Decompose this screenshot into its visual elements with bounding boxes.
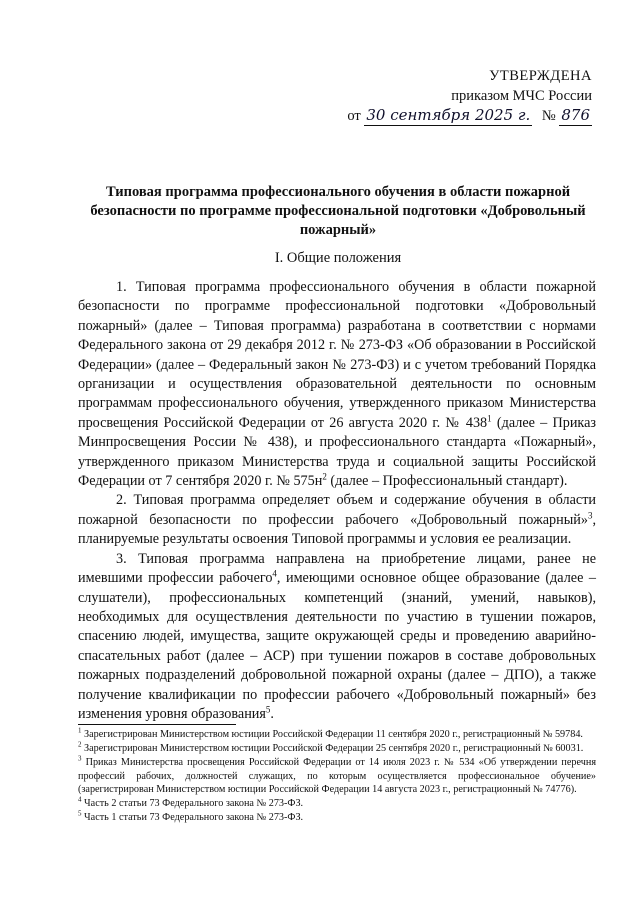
footnote-ref-2: 2 — [322, 471, 327, 482]
footnote-text: Зарегистрирован Министерством юстиции Российской Федерации 25 сентября 2020 г., регистрационный № 60031. — [81, 743, 584, 755]
footnote-mark: 1 — [78, 726, 82, 735]
footnote-mark: 2 — [78, 740, 82, 749]
approval-date-handwritten: 30 сентября 2025 г. — [366, 106, 531, 124]
paragraph-1-part-a: 1. Типовая программа профессионального обучения в области пожарной безопасности по программе профессиональной подготовки «Добровольный пожарный» (далее – Типовая программа) разработана в соответствии с нормами Федерального закона от 29 декабря 2012 г. № 273-ФЗ «Об образовании в Российской Федерации» (далее – Федеральный закон № 273-ФЗ) и с учетом требований Порядка организации и осуществления образовательной деятельности по основным программам профессионального обучения, утвержденного приказом Министерства просвещения Российской Федерации от 26 августа 2020 г. № 438 — [78, 279, 596, 431]
approval-order-line — [330, 106, 592, 126]
document-title: Типовая программа профессионального обучения в области пожарной безопасности по программе профессиональной подготовки «Добровольный пожарный» — [90, 184, 586, 238]
footnote-text: Часть 2 статьи 73 Федерального закона № 273-ФЗ. — [81, 798, 304, 810]
footnote-text: Зарегистрирован Министерством юстиции Российской Федерации 11 сентября 2020 г., регистрационный № 59784. — [81, 729, 583, 740]
footnote-3 — [78, 756, 596, 796]
footnote-divider — [78, 724, 236, 725]
footnote-ref-1: 1 — [487, 413, 492, 424]
approval-from-label: от — [347, 108, 361, 124]
approval-date-underline — [364, 107, 532, 126]
footnote-text: Часть 1 статьи 73 Федерального закона № 273-ФЗ. — [81, 812, 304, 824]
approval-number-label: № — [541, 108, 556, 124]
footnotes — [78, 728, 596, 825]
paragraph-1-part-b: (далее – Приказ Минпросвещения России № 438), и профессионального стандарта «Пожарный», утвержденного приказом Министерства труда и социальной защиты Российской Федерации от 7 сентября 2020 г. № 575н — [78, 414, 596, 490]
document-body — [78, 278, 596, 724]
footnote-ref-5: 5 — [265, 704, 271, 715]
footnote-1 — [78, 728, 596, 741]
paragraph-1 — [78, 278, 596, 491]
approval-block — [330, 66, 592, 126]
paragraph-1-part-c: (далее – Профессиональный стандарт). — [326, 473, 568, 490]
approval-number-handwritten: 876 — [561, 106, 590, 124]
paragraph-3-part-c: . — [270, 705, 274, 722]
section-heading: I. Общие положения — [274, 250, 402, 266]
approval-number-underline — [559, 107, 592, 126]
paragraph-3-part-b: , имеющими основное общее образование (далее – слушатели), профессиональных компетенций (знаний, умений, навыков), необходимых для осуществления деятельности по участию в тушении пожаров, спасению людей, имущества, защите окружающей среды и проведению аварийно-спасательных работ (далее – АСР) при тушении пожаров в составе добровольных пожарных подразделений добровольной пожарной охраны (далее – ДПО), а также получение квалификации по профессии рабочего «Добровольный пожарный» без изменения уровня образования — [78, 570, 596, 722]
footnote-ref-4: 4 — [272, 568, 277, 579]
footnote-4 — [78, 797, 596, 810]
footnote-text: Приказ Министерства просвещения Российской Федерации от 14 июля 2023 г. № 534 «Об утверждении перечня профессий рабочих, должностей служащих, по которым осуществляется профессиональное обучение» (зарегистрирован Министерством юстиции Российской Федерации 14 августа 2023 г., регистрационный № 74776). — [78, 757, 596, 795]
footnote-mark: 3 — [78, 755, 82, 764]
approval-heading: УТВЕРЖДЕНА — [489, 68, 592, 84]
footnote-mark: 4 — [78, 795, 82, 804]
footnote-mark: 5 — [78, 809, 82, 818]
paragraph-2 — [78, 491, 596, 549]
footnote-ref-3: 3 — [587, 510, 593, 521]
paragraph-2-part-b: , планируемые результаты освоения Типовой программы и условия ее реализации. — [78, 511, 596, 548]
paragraph-3 — [78, 550, 596, 725]
paragraph-3-part-a: 3. Типовая программа направлена на приобретение лицами, ранее не имевшими профессии рабочего — [78, 550, 596, 587]
approval-order-by: приказом МЧС России — [451, 88, 592, 104]
paragraph-2-part-a: 2. Типовая программа определяет объем и содержание обучения в области пожарной безопасности по профессии рабочего «Добровольный пожарный» — [78, 492, 596, 528]
footnote-5 — [78, 811, 596, 824]
footnote-2 — [78, 742, 596, 755]
